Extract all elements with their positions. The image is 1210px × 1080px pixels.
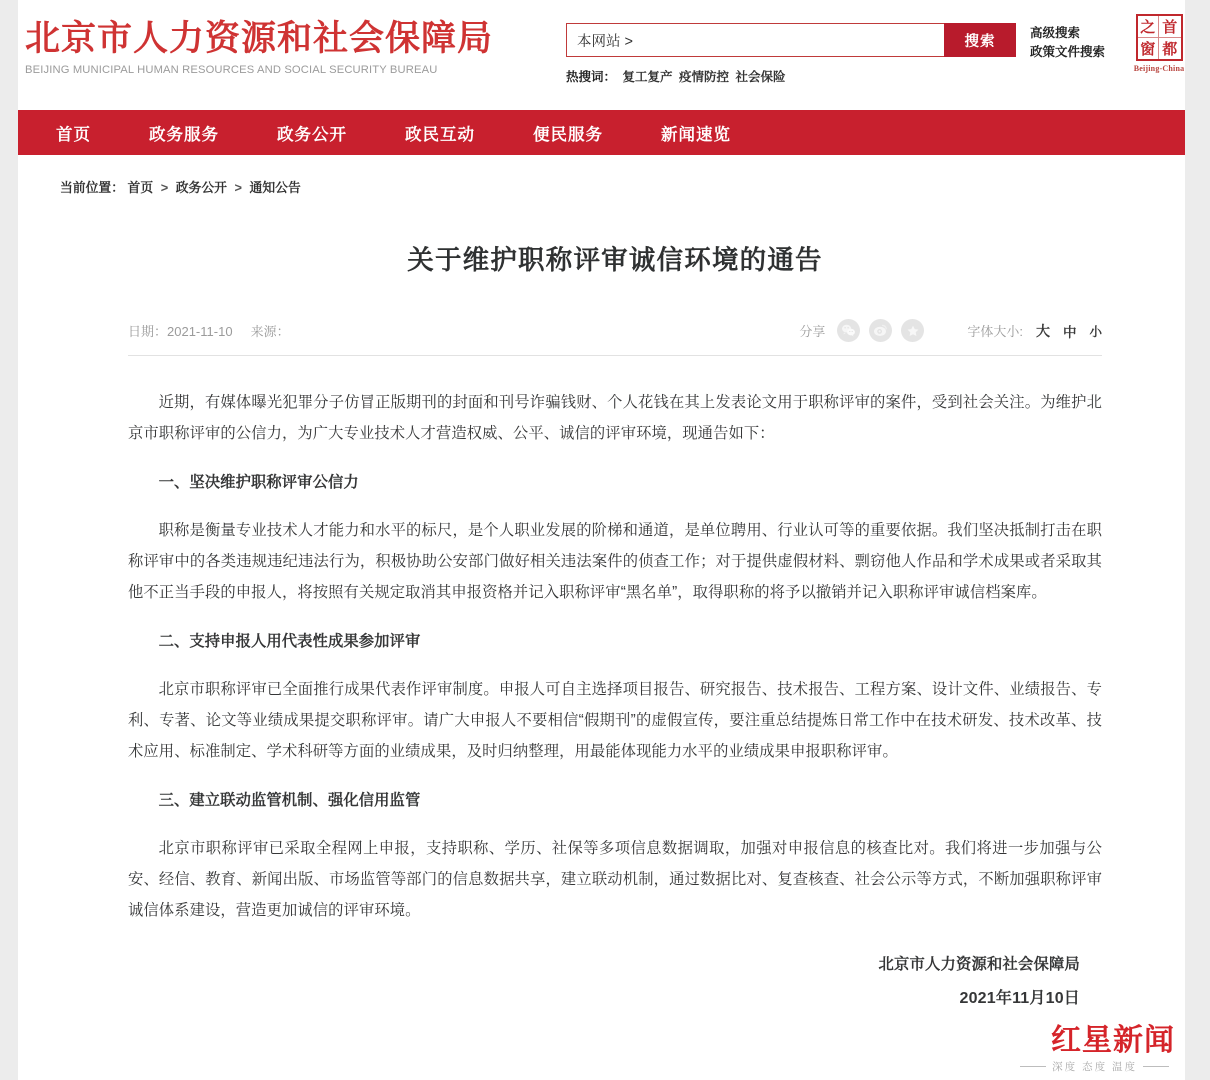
watermark-subtitle-1: 深度 xyxy=(1052,1061,1078,1073)
seal-char-1: 之 xyxy=(1138,16,1160,38)
font-size-label: 字体大小: xyxy=(967,324,1023,339)
main-navigation xyxy=(18,110,1185,155)
font-size-large[interactable]: 大 xyxy=(1035,322,1050,339)
breadcrumb-item-disclosure[interactable]: 政务公开 xyxy=(175,180,227,195)
watermark-dash-left xyxy=(1020,1066,1046,1067)
share-label: 分享 xyxy=(799,324,826,339)
share-icons xyxy=(837,319,933,342)
watermark-subtitle-3: 温度 xyxy=(1112,1061,1137,1073)
article-body xyxy=(128,370,1102,926)
brand-title-cn: 北京市人力资源和社会保障局 xyxy=(25,19,494,58)
hot-keyword-2[interactable]: 疫情防控 xyxy=(679,70,730,84)
search-area xyxy=(566,23,1016,85)
article xyxy=(18,242,1185,1016)
breadcrumb xyxy=(18,155,1185,196)
article-signature xyxy=(128,948,1102,1016)
article-section-heading-2: 二、支持申报人用代表性成果参加评审 xyxy=(158,633,421,650)
hot-keyword-1[interactable]: 复工复产 xyxy=(622,70,673,84)
page-container xyxy=(18,0,1185,1080)
hot-keyword-3[interactable]: 社会保险 xyxy=(735,70,786,84)
nav-item-government-services[interactable]: 政务服务 xyxy=(149,125,219,144)
watermark-subtitle-2: 态度 xyxy=(1082,1061,1108,1073)
site-brand[interactable] xyxy=(25,18,495,76)
source-label: 来源： xyxy=(250,324,290,339)
breadcrumb-separator-2: > xyxy=(234,180,242,195)
article-paragraph: 北京市职称评审已采取全程网上申报，支持职称、学历、社保等多项信息数据调取，加强对申报信息的核查比对。我们将进一步加强与公安、经信、教育、新闻出版、市场监管等部门的信息数据共享，建立联动机制，通过数据比对、复查核查、社会公示等方式，不断加强职称评审诚信体系建设，营造更加诚信的评审环境。 xyxy=(128,840,1102,919)
nav-item-government-disclosure[interactable]: 政务公开 xyxy=(277,125,347,144)
article-meta-row xyxy=(128,319,1102,356)
signature-date: 2021年11月10日 xyxy=(959,990,1080,1007)
breadcrumb-item-home[interactable]: 首页 xyxy=(127,180,154,195)
article-meta-right xyxy=(799,319,1102,342)
capital-window-logo[interactable] xyxy=(1130,14,1185,73)
watermark-dash-right xyxy=(1143,1066,1169,1067)
seal-char-3: 窗 xyxy=(1138,38,1160,59)
capital-seal-icon xyxy=(1136,14,1183,61)
article-paragraph: 职称是衡量专业技术人才能力和水平的标尺，是个人职业发展的阶梯和通道，是单位聘用、行业认可等的重要依据。我们坚决抵制打击在职称评审中的各类违规违纪违法行为，积极协助公安部门做好相关违法案件的侦查工作；对于提供虚假材料、剽窃他人作品和学术成果或者采取其他不正当手段的申报人，将按照有关规定取消其申报资格并记入职称评审“黑名单”，取得职称的将予以撤销并记入职称评审诚信档案库。 xyxy=(128,522,1102,601)
seal-char-2: 首 xyxy=(1159,16,1181,38)
search-input[interactable] xyxy=(566,23,944,57)
page-title: 关于维护职称评审诚信环境的通告 xyxy=(407,245,823,275)
advanced-search-link[interactable]: 高级搜索 xyxy=(1030,26,1081,40)
article-paragraph: 北京市职称评审已全面推行成果代表作评审制度。申报人可自主选择项目报告、研究报告、技术报告、工程方案、设计文件、业绩报告、专利、专著、论文等业绩成果提交职称评审。请广大申报人不要相信“假期刊”的虚假宣传，要注重总结提炼日常工作中在技术研发、技术改革、技术应用、标准制定、学术科研等方面的业绩成果，及时归纳整理，用最能体现能力水平的业绩成果申报职称评审。 xyxy=(128,681,1102,760)
search-button[interactable]: 搜索 xyxy=(944,23,1016,57)
advanced-search-links xyxy=(1030,24,1105,62)
wechat-icon[interactable] xyxy=(837,319,860,342)
article-section-heading-3: 三、建立联动监管机制、强化信用监管 xyxy=(158,792,421,809)
breadcrumb-separator-1: > xyxy=(160,180,169,195)
nav-item-convenience-services[interactable]: 便民服务 xyxy=(533,125,603,144)
article-paragraph: 近期，有媒体曝光犯罪分子仿冒正版期刊的封面和刊号诈骗钱财、个人花钱在其上发表论文用于职称评审的案件，受到社会关注。为维护北京市职称评审的公信力，为广大专业技术人才营造权威、公平、诚信的评审环境，现通告如下： xyxy=(128,394,1102,442)
policy-document-search-link[interactable]: 政策文件搜索 xyxy=(1030,45,1106,59)
date-label: 日期： xyxy=(128,324,168,339)
watermark xyxy=(985,1025,1175,1074)
signature-organization: 北京市人力资源和社会保障局 xyxy=(878,956,1080,973)
brand-title-en: BEIJING MUNICIPAL HUMAN RESOURCES AND SOCIAL SECURITY BUREAU xyxy=(25,64,438,76)
nav-item-news[interactable]: 新闻速览 xyxy=(661,125,731,144)
nav-item-home[interactable]: 首页 xyxy=(56,125,91,144)
watermark-subtitle xyxy=(985,1059,1175,1074)
capital-logo-en: Beijing-China xyxy=(1133,64,1185,73)
hot-keywords xyxy=(566,67,1016,85)
seal-char-4: 都 xyxy=(1162,42,1178,58)
article-meta-left xyxy=(128,321,290,340)
watermark-title: 红星新闻 xyxy=(1051,1024,1175,1057)
font-size-medium[interactable]: 中 xyxy=(1062,324,1077,340)
font-size-small[interactable]: 小 xyxy=(1089,324,1102,339)
date-value: 2021-11-10 xyxy=(167,324,233,339)
breadcrumb-item-announcements[interactable]: 通知公告 xyxy=(249,180,301,195)
search-row xyxy=(566,23,1016,57)
site-header xyxy=(18,0,1185,110)
breadcrumb-label: 当前位置： xyxy=(60,180,124,195)
nav-item-citizen-interaction[interactable]: 政民互动 xyxy=(405,125,475,144)
article-section-heading-1: 一、坚决维护职称评审公信力 xyxy=(158,474,359,491)
hot-keywords-label: 热搜词： xyxy=(566,70,617,84)
favorite-star-icon[interactable] xyxy=(901,319,924,342)
weibo-icon[interactable] xyxy=(869,319,892,342)
